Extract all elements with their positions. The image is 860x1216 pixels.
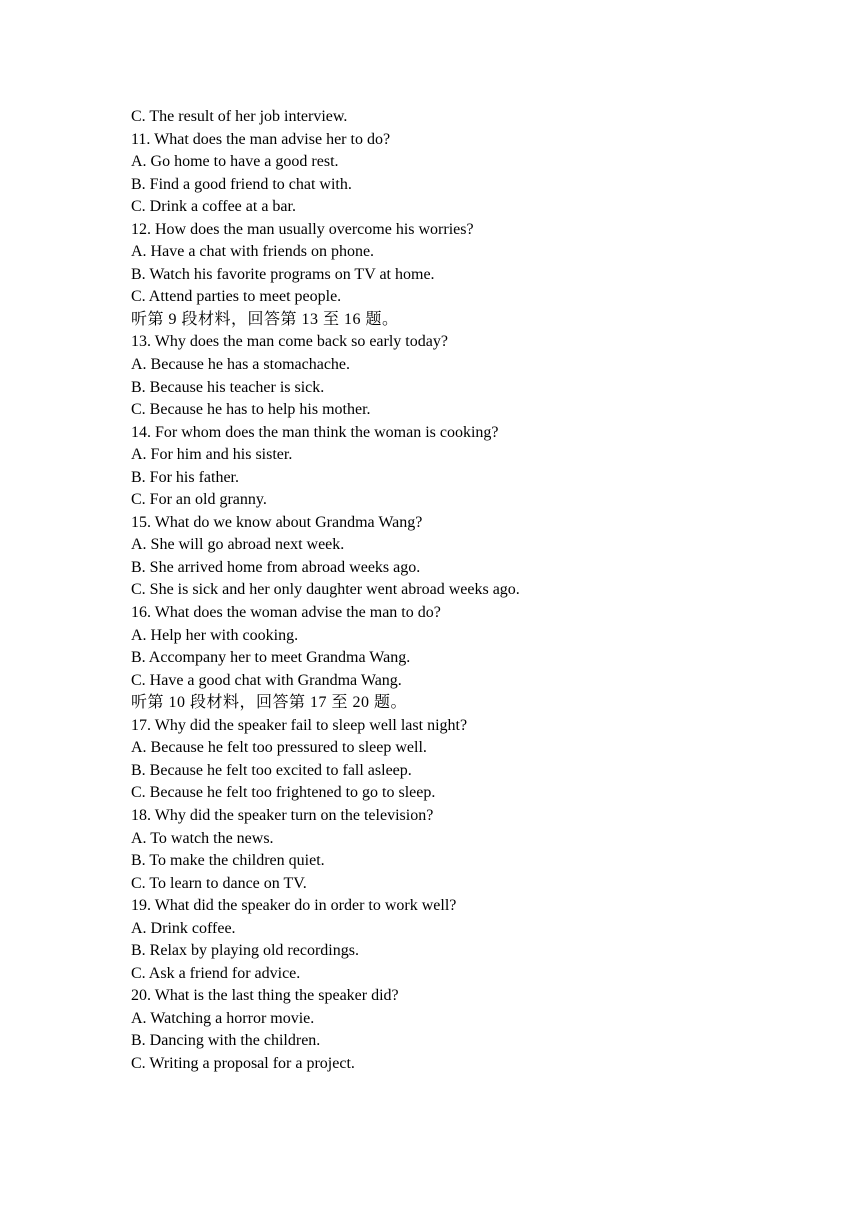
answer-option: A. Help her with cooking. xyxy=(131,626,299,644)
answer-option: B. She arrived home from abroad weeks ago. xyxy=(131,558,421,576)
answer-option: A. Because he has a stomachache. xyxy=(131,356,351,374)
answer-option: A. Watching a horror movie. xyxy=(131,1009,315,1027)
answer-option: A. To watch the news. xyxy=(131,829,274,847)
answer-option: B. Watch his favorite programs on TV at home. xyxy=(131,265,435,283)
section-heading: 听第 9 段材料，回答第 13 至 16 题。 xyxy=(131,310,399,328)
answer-option: B. Because his teacher is sick. xyxy=(131,378,325,396)
answer-option: A. Because he felt too pressured to sleep well. xyxy=(131,739,427,757)
answer-option: C. Writing a proposal for a project. xyxy=(131,1054,355,1072)
answer-option: B. Because he felt too excited to fall asleep. xyxy=(131,761,412,779)
document-body xyxy=(131,106,811,1076)
question-text: 18. Why did the speaker turn on the television? xyxy=(131,806,434,824)
answer-option: A. Go home to have a good rest. xyxy=(131,153,339,171)
answer-option: A. For him and his sister. xyxy=(131,446,293,464)
answer-option: A. Drink coffee. xyxy=(131,919,236,937)
answer-option: B. Accompany her to meet Grandma Wang. xyxy=(131,649,411,667)
answer-option: C. Ask a friend for advice. xyxy=(131,964,301,982)
answer-option: B. To make the children quiet. xyxy=(131,852,325,870)
question-text: 15. What do we know about Grandma Wang? xyxy=(131,513,423,531)
answer-option: C. Because he has to help his mother. xyxy=(131,401,371,419)
answer-option: C. For an old granny. xyxy=(131,491,267,509)
answer-option: C. The result of her job interview. xyxy=(131,108,348,125)
answer-option: B. Relax by playing old recordings. xyxy=(131,942,359,960)
question-text: 17. Why did the speaker fail to sleep well last night? xyxy=(131,716,468,734)
answer-option: A. Have a chat with friends on phone. xyxy=(131,243,375,261)
question-text: 14. For whom does the man think the woman is cooking? xyxy=(131,423,499,441)
question-text: 16. What does the woman advise the man to do? xyxy=(131,604,441,622)
answer-option: B. For his father. xyxy=(131,468,239,486)
question-text: 12. How does the man usually overcome his worries? xyxy=(131,220,474,238)
answer-option: A. She will go abroad next week. xyxy=(131,536,345,554)
question-text: 11. What does the man advise her to do? xyxy=(131,130,391,148)
question-text: 19. What did the speaker do in order to work well? xyxy=(131,897,457,915)
question-text: 20. What is the last thing the speaker did? xyxy=(131,987,399,1005)
section-heading: 听第 10 段材料，回答第 17 至 20 题。 xyxy=(131,694,408,712)
answer-option: C. Attend parties to meet people. xyxy=(131,288,342,306)
answer-option: C. To learn to dance on TV. xyxy=(131,874,307,892)
answer-option: C. Have a good chat with Grandma Wang. xyxy=(131,671,402,689)
answer-option: C. Because he felt too frightened to go to sleep. xyxy=(131,784,436,802)
question-text: 13. Why does the man come back so early today? xyxy=(131,333,448,351)
answer-option: C. Drink a coffee at a bar. xyxy=(131,198,296,216)
answer-option: B. Find a good friend to chat with. xyxy=(131,175,352,193)
answer-option: C. She is sick and her only daughter went abroad weeks ago. xyxy=(131,581,520,599)
answer-option: B. Dancing with the children. xyxy=(131,1032,321,1050)
